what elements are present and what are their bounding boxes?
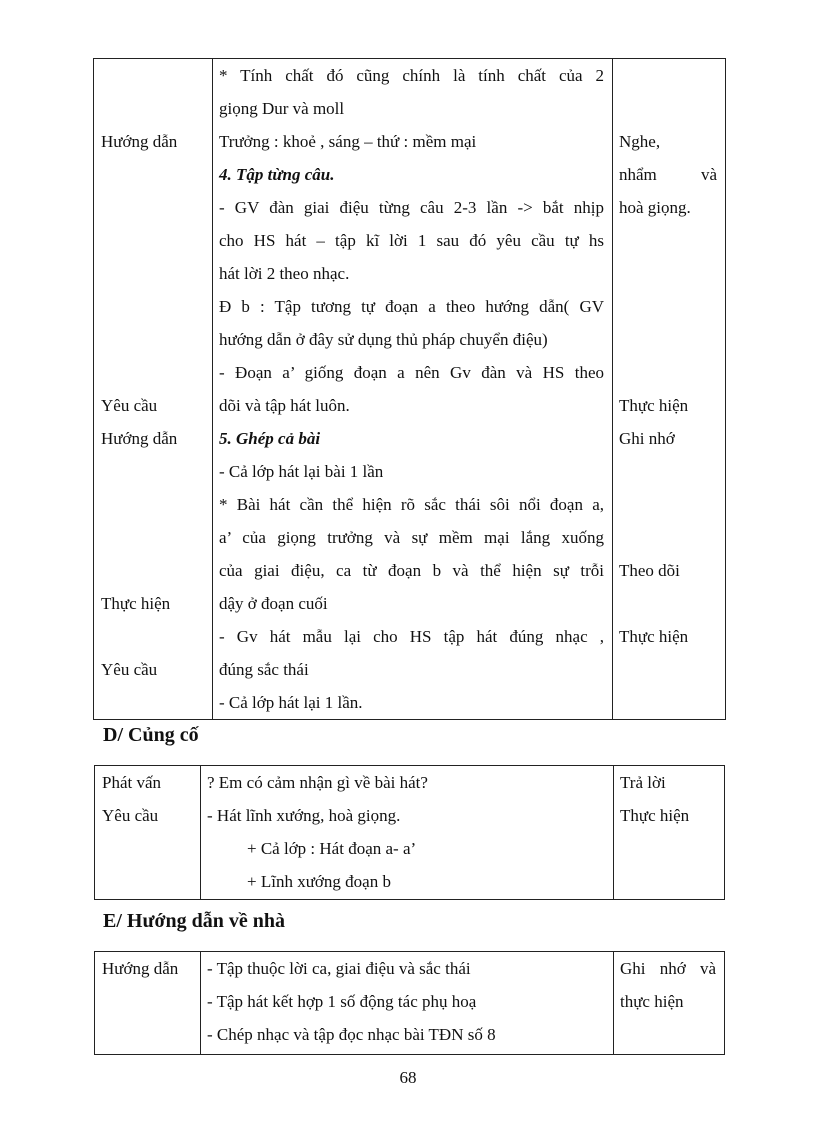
activity-line (101, 92, 212, 125)
student-line: Theo dõi (619, 561, 680, 580)
consolidation-table (94, 765, 725, 900)
activity-line: Hướng dẫn (101, 132, 178, 151)
student-line: Nghe, (619, 132, 661, 151)
activity-line: Yêu cầu (101, 396, 158, 415)
student-line (619, 686, 725, 719)
content-line: - Tập thuộc lời ca, giai điệu và sắc thái (207, 959, 471, 978)
student-line (619, 488, 725, 521)
content-line: Đ b : Tập tương tự đoạn a theo hướng dẫn( GV (219, 297, 604, 316)
student-line (619, 290, 725, 323)
student-column (613, 59, 726, 720)
activity-line (101, 191, 212, 224)
content-line: a’ của giọng trưởng và sự mềm mại lắng xuống (219, 528, 604, 547)
content-line: - Hát lĩnh xướng, hoà giọng. (207, 806, 401, 825)
content-line: - Chép nhạc và tập đọc nhạc bài TĐN số 8 (207, 1025, 496, 1044)
activity-line: Yêu cầu (102, 806, 159, 825)
activity-column (94, 59, 213, 720)
content-line: ? Em có cảm nhận gì về bài hát? (207, 773, 428, 792)
activity-line (101, 257, 212, 290)
section-heading-d: D/ Củng cố (103, 724, 199, 746)
content-line: + Lĩnh xướng đoạn b (247, 872, 391, 891)
student-line (619, 92, 725, 125)
activity-line (101, 686, 212, 719)
activity-line (101, 224, 212, 257)
activity-line (101, 158, 212, 191)
content-line: dậy ở đoạn cuối (219, 594, 328, 613)
student-line (619, 224, 725, 257)
content-line: dõi và tập hát luôn. (219, 396, 350, 415)
content-line: + Cả lớp : Hát đoạn a- a’ (247, 839, 417, 858)
activity-line (101, 290, 212, 323)
activity-line: Hướng dẫn (101, 429, 178, 448)
student-line: thực hiện (620, 992, 684, 1011)
content-line: - Tập hát kết hợp 1 số động tác phụ hoạ (207, 992, 477, 1011)
student-line: Thực hiện (619, 396, 689, 415)
table-row (95, 766, 725, 900)
section-heading-e: E/ Hướng dẫn về nhà (103, 910, 286, 932)
activity-line: Hướng dẫn (102, 959, 179, 978)
student-column (614, 952, 725, 1055)
student-line (619, 587, 725, 620)
student-line: hoà giọng. (619, 198, 691, 217)
content-line: - Cả lớp hát lại 1 lần. (219, 693, 363, 712)
activity-line: Yêu cầu (101, 660, 158, 679)
student-line: Ghi nhớ và (620, 959, 716, 978)
content-line: cho HS hát – tập kĩ lời 1 sau đó yêu cầu tự hs (219, 231, 604, 250)
student-line (619, 323, 725, 356)
lesson-table-main (93, 58, 726, 720)
activity-line (101, 356, 212, 389)
student-line (619, 455, 725, 488)
activity-line: Phát vấn (102, 773, 162, 792)
content-line: - Gv hát mẫu lại cho HS tập hát đúng nhạc , (219, 627, 604, 646)
activity-line (101, 521, 212, 554)
content-line: * Bài hát cần thể hiện rõ sắc thái sôi nổi đoạn a, (219, 495, 604, 514)
content-line: - Cả lớp hát lại bài 1 lần (219, 462, 384, 481)
content-line: hát lời 2 theo nhạc. (219, 264, 350, 283)
activity-line (101, 620, 212, 653)
student-line (619, 356, 725, 389)
activity-column (95, 952, 201, 1055)
activity-line: Thực hiện (101, 594, 171, 613)
table-row (94, 59, 726, 720)
student-line: Thực hiện (619, 627, 689, 646)
activity-line (101, 488, 212, 521)
content-column (201, 952, 614, 1055)
content-line: của giai điệu, ca từ đoạn b và thể hiện sự trỗi (219, 561, 604, 580)
student-line: Trả lời (620, 773, 666, 792)
content-line: Trưởng : khoẻ , sáng – thứ : mềm mại (219, 132, 477, 151)
section-title: 5. Ghép cả bài (219, 429, 321, 448)
student-line: nhẩm và (619, 165, 717, 184)
activity-column (95, 766, 201, 900)
content-column (213, 59, 613, 720)
section-title: 4. Tập từng câu. (219, 165, 335, 184)
student-line (619, 653, 725, 686)
student-line: Thực hiện (620, 806, 690, 825)
student-line (619, 59, 725, 92)
activity-line (101, 455, 212, 488)
content-line: đúng sắc thái (219, 660, 309, 679)
student-column (614, 766, 725, 900)
content-line: giọng Dur và moll (219, 99, 345, 118)
student-line (619, 521, 725, 554)
content-line: - GV đàn giai điệu từng câu 2-3 lần -> bắt nhịp (219, 198, 604, 217)
student-line (619, 257, 725, 290)
activity-line (101, 323, 212, 356)
student-line: Ghi nhớ (619, 429, 675, 448)
content-column (201, 766, 614, 900)
table-row (95, 952, 725, 1055)
activity-line (101, 554, 212, 587)
content-line: hướng dẫn ở đây sử dụng thủ pháp chuyển điệu) (219, 330, 548, 349)
content-line: - Đoạn a’ giống đoạn a nên Gv đàn và HS theo (219, 363, 604, 382)
content-line: * Tính chất đó cũng chính là tính chất của 2 (219, 66, 604, 85)
homework-table (94, 951, 725, 1055)
activity-line (101, 59, 212, 92)
page-number: 68 (399, 1068, 417, 1087)
